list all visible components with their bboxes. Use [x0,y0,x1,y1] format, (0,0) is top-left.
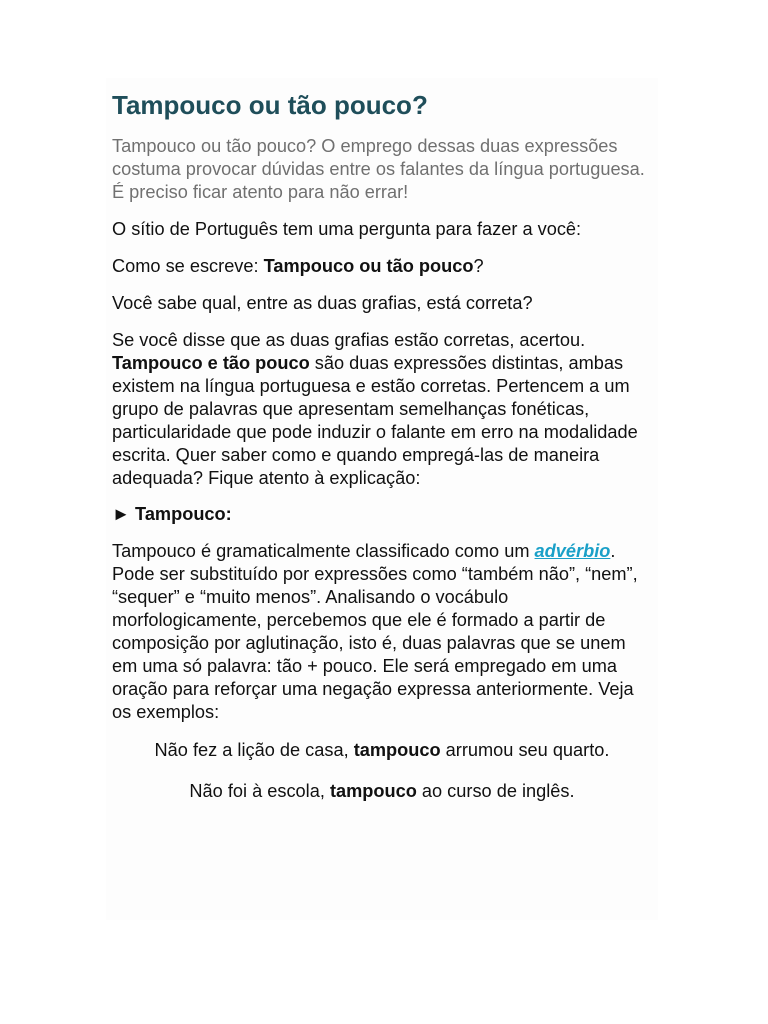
text-run: Como se escreve: [112,256,264,276]
text-run: Se você disse que as duas grafias estão corretas, acertou. [112,330,586,350]
adverbio-link[interactable]: advérbio [534,541,611,561]
article-lead: Tampouco ou tão pouco? O emprego dessas duas expressões costuma provocar dúvidas entre os falantes da língua portuguesa. É preciso ficar atento para não errar! [112,136,645,202]
example-sentence-1 [110,739,654,762]
paragraph-answer [112,329,654,490]
text-run: são duas expressões distintas, ambas existem na língua portuguesa e estão corretas. Pertencem a um grupo de palavras que apresentam semelhanças fonéticas, particularidade que pode induzir o falante em erro na modalidade escrita. Quer saber como e quando empregá-las de maneira adequada? Fique atento à explicação: [112,353,638,488]
paragraph-which: Você sabe qual, entre as duas grafias, está correta? [112,293,533,313]
paragraph-intro: O sítio de Português tem uma pergunta para fazer a você: [112,219,582,239]
bold-text: Tampouco e tão pouco [112,353,310,373]
bold-text: Tampouco ou tão pouco [263,256,474,276]
paragraph-question [112,255,654,278]
article-title: Tampouco ou tão pouco? [112,90,428,120]
text-run: Não fez a lição de casa, [154,740,354,760]
text-run: Não foi à escola, [189,781,330,801]
text-run: arrumou seu quarto. [440,740,610,760]
text-run: Tampouco é gramaticalmente classificado como um [112,541,535,561]
text-run: . Pode ser substituído por expressões como “também não”, “nem”, “sequer” e “muito menos”. Analisando o vocábulo morfologicamente, percebemos que ele é formado a partir de composição por aglutinação, isto é, duas palavras que se unem em uma só palavra: tão + pouco. Ele será empregado em uma oração para reforçar uma negação expressa anteriormente. Veja os exemplos: [112,541,638,722]
paragraph-definition [112,540,654,724]
section-heading-tampouco: ► Tampouco: [112,504,232,524]
example-sentence-2 [110,780,654,803]
bold-text: tampouco [329,781,417,801]
text-run: ao curso de inglês. [416,781,575,801]
article-content [106,78,658,920]
bold-text: tampouco [353,740,441,760]
text-run: ? [473,256,484,276]
